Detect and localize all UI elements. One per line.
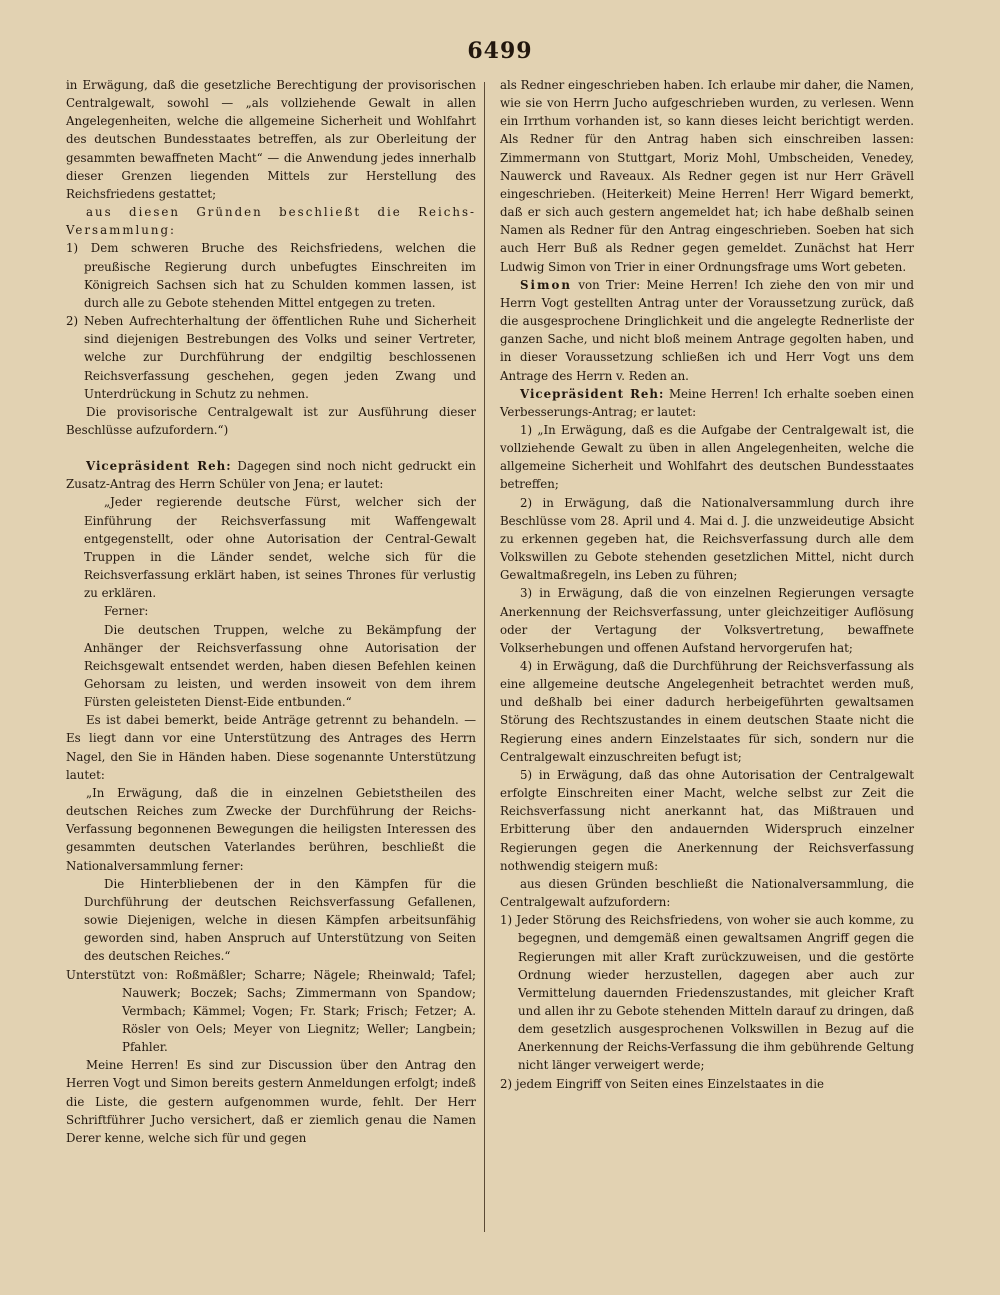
paragraph-simon (500, 276, 914, 385)
amendment-point-3: 3) in Erwägung, daß die von einzelnen Regierungen versagte Anerkennung der Reichsverfassung, unter gleichzeitiger Auflösung oder der Vertagung der Volksvertretung, bewaffnete Volkserhebungen und offenen Aufstand hervorgerufen hat; (500, 586, 914, 655)
support-motion: „In Erwägung, daß die in einzelnen Gebietstheilen des deutschen Reiches zum Zwecke der Durchführung der Reichs-Verfassung begonnenen Bewegungen die heiligsten Interessen des gesammten deutschen Vaterlandes berühren, beschließt die Nationalversammlung ferner: (66, 785, 476, 873)
paragraph-remark: Es ist dabei bemerkt, beide Anträge getrennt zu behandeln. — Es liegt dann vor eine Unterstützung des Antrages des Herrn Nagel, den Sie in Händen haben. Diese sogenannte Unterstützung lautet: (66, 713, 476, 782)
resolution-clause: aus diesen Gründen beschließt die Reichs-Versammlung: (66, 205, 476, 238)
speech-text: Dagegen sind noch nicht gedruckt ein Zusatz-Antrag des Herrn Schüler von Jena; er lautet: (66, 459, 476, 492)
resolution-closing: Die provisorische Centralgewalt ist zur Ausführung dieser Beschlüsse aufzufordern.“) (66, 404, 476, 437)
speaker-name: Vicepräsident Reh: (86, 459, 232, 474)
speaker-name: Simon (520, 277, 572, 292)
amendment-demand-1: 1) Jeder Störung des Reichsfriedens, von woher sie auch komme, zu begegnen, und demgemäß einen gewaltsamen Angriff gegen die Regierungen mit aller Kraft zurückzuweisen, und die gestörte Ordnung wieder herzustellen, dagegen aber auch zur Vermittelung dauernden Friedenszustandes, mit gleicher Kraft und allen ihr zu Gebote stehenden Mitteln darauf zu dringen, daß dem gesetzlich ausgesprochenen Volkswillen in Bezug auf die Anerkennung der Reichs-Verfassung die ihm gebührende Geltung nicht länger verweigert werde; (500, 913, 914, 1073)
left-column (66, 76, 476, 1147)
amendment-point-2: 2) in Erwägung, daß die Nationalversammlung durch ihre Beschlüsse vom 28. April und 4. Mai d. J. die unzweideutige Absicht zu erkennen gegeben hat, die Reichsverfassung durch alle dem Volkswillen zu Gebote stehenden gesetzlichen Mittel, nicht durch Gewaltmaßregeln, ins Leben zu führen; (500, 495, 914, 583)
amendment-quote: „Jeder regierende deutsche Fürst, welcher sich der Einführung der Reichsverfassung mit Waffengewalt entgegenstellt, oder ohne Autorisation der Central-Gewalt Truppen in die Länder sendet, welche sich für die Reichsverfassung erklärt haben, ist seines Thrones für verlustig zu erklären. (84, 495, 476, 601)
paragraph-speakers-list: Meine Herren! Es sind zur Discussion über den Antrag den Herren Vogt und Simon bereits gestern Anmeldungen erfolgt; indeß die Liste, die gestern aufgenommen wurde, fehlt. Der Herr Schriftführer Jucho versichert, daß er ziemlich genau die Namen Derer kenne, welche sich für und gegen (66, 1058, 476, 1145)
paragraph-vicepresident-1 (66, 457, 476, 493)
amendment-point-4: 4) in Erwägung, daß die Durchführung der Reichsverfassung als eine allgemeine deutsche Angelegenheit betrachtet werden muß, und deßhalb bei einer dadurch herbeigeführten gewaltsamen Störung des Rechtszustandes in einem deutschen Staate nicht die Regierung eines andern Einzelstaates für sich, sondern nur die Centralgewalt einzuschreiten befugt ist; (500, 659, 914, 764)
resolution-item-2: 2) Neben Aufrechterhaltung der öffentlichen Ruhe und Sicherheit sind diejenigen Bestrebungen des Volks und seiner Vertreter, welche zur Durchführung der endgiltig beschlossenen Reichsverfassung geschehen, gegen jeden Zwang und Unterdrückung in Schutz zu nehmen. (66, 314, 476, 401)
column-divider (484, 82, 485, 1232)
amendment-ferner: Ferner: (104, 604, 149, 619)
amendment-resolution: aus diesen Gründen beschließt die Nationalversammlung, die Centralgewalt aufzufordern: (500, 876, 914, 910)
paragraph-vicepresident-2 (500, 385, 914, 421)
supporters-list: Unterstützt von: Roßmäßler; Scharre; Nägele; Rheinwald; Tafel; Nauwerk; Boczek; Sachs; Zimmermann von Spandow; Vermbach; Kämmel; Vogen; Fr. Stark; Frisch; Fetzer; A. Rösler von Oels; Meyer von Liegnitz; Weller; Langbein; Pfahler. (66, 967, 476, 1055)
paragraph-continued: als Redner eingeschrieben haben. Ich erlaube mir daher, die Namen, wie sie von Herrn Jucho aufgeschrieben wurden, zu verlesen. Wenn ein Irrthum vorhanden ist, so kann dieses leicht berichtigt werden. Als Redner für den Antrag haben sich einschreiben lassen: Zimmermann von Stuttgart, Moriz Mohl, Umbscheiden, Venedey, Nauwerck und Raveaux. Als Redner gegen ist nur Herr Grävell eingeschrieben. (Heiterkeit) Meine Herren! Herr Wigard bemerkt, daß er sich auch gestern angemeldet hat; ich habe deßhalb seinen Namen als Redner für den Antrag eingeschrieben. Soeben hat sich auch Herr Buß als Redner gegen gemeldet. Zunächst hat Herr Ludwig Simon von Trier in einer Ordnungsfrage ums Wort gebeten. (500, 78, 914, 274)
amendment-quote-2: Die deutschen Truppen, welche zu Bekämpfung der Anhänger der Reichsverfassung ohne Autorisation der Reichsgewalt entsendet werden, haben diesen Befehlen keinen Gehorsam zu leisten, und werden insoweit von dem ihrem Fürsten geleisteten Dienst-Eide entbunden.“ (84, 622, 476, 710)
speaker-name: Vicepräsident Reh: (520, 386, 665, 401)
amendment-point-1: 1) „In Erwägung, daß es die Aufgabe der Centralgewalt ist, die vollziehende Gewalt zu üben in allen Angelegenheiten, welche die allgemeine Sicherheit und Wohlfahrt des deutschen Bundesstaates betreffen; (500, 422, 914, 492)
resolution-item-1: 1) Dem schweren Bruche des Reichsfriedens, welchen die preußische Regierung durch unbefugtes Einschreiten im Königreich Sachsen sich hat zu Schulden kommen lassen, ist durch alle zu Gebote stehenden Mittel entgegen zu treten. (66, 241, 476, 310)
speech-text: Meine Herren! Ich erhalte soeben einen Verbesserungs-Antrag; er lautet: (500, 386, 915, 419)
amendment-point-5: 5) in Erwägung, daß das ohne Autorisation der Centralgewalt erfolgte Einschreiten einer Macht, welche selbst zur Zeit die Reichsverfassung nicht anerkannt hat, das Mißtrauen und Erbitterung über den andauernden Widerspruch einzelner Regierungen gegen die Anerkennung der Reichsverfassung nothwendig steigern muß: (500, 767, 914, 873)
resolution-preamble: in Erwägung, daß die gesetzliche Berechtigung der provisorischen Centralgewalt, sowohl — „als vollziehende Gewalt in allen Angelegenheiten, welche die allgemeine Sicherheit und Wohlfahrt des deutschen Bundesstaates betreffen, als zur Oberleitung der gesammten bewaffneten Macht“ — die Anwendung jedes innerhalb dieser Grenzen liegenden Mittels zur Herstellung des Reichsfriedens gestattet; (66, 78, 476, 201)
right-column (500, 76, 914, 1093)
speech-text: von Trier: Meine Herren! Ich ziehe den von mir und Herrn Vogt gestellten Antrag unter der Voraussetzung zurück, daß die ausgesprochene Dringlichkeit und die angelegte Rednerliste der ganzen Sache, und nicht bloß meinem Antrage gegolten haben, und in dieser Voraussetzung schließen ich und Herr Vogt uns dem Antrage des Herrn v. Reden an. (500, 277, 915, 383)
page-number: 6499 (467, 38, 533, 64)
amendment-demand-2: 2) jedem Eingriff von Seiten eines Einzelstaates in die (500, 1076, 824, 1091)
support-motion-body: Die Hinterbliebenen der in den Kämpfen für die Durchführung der deutschen Reichsverfassung Gefallenen, sowie Diejenigen, welche in diesen Kämpfen arbeitsunfähig geworden sind, haben Anspruch auf Unterstützung von Seiten des deutschen Reiches.“ (84, 876, 476, 964)
